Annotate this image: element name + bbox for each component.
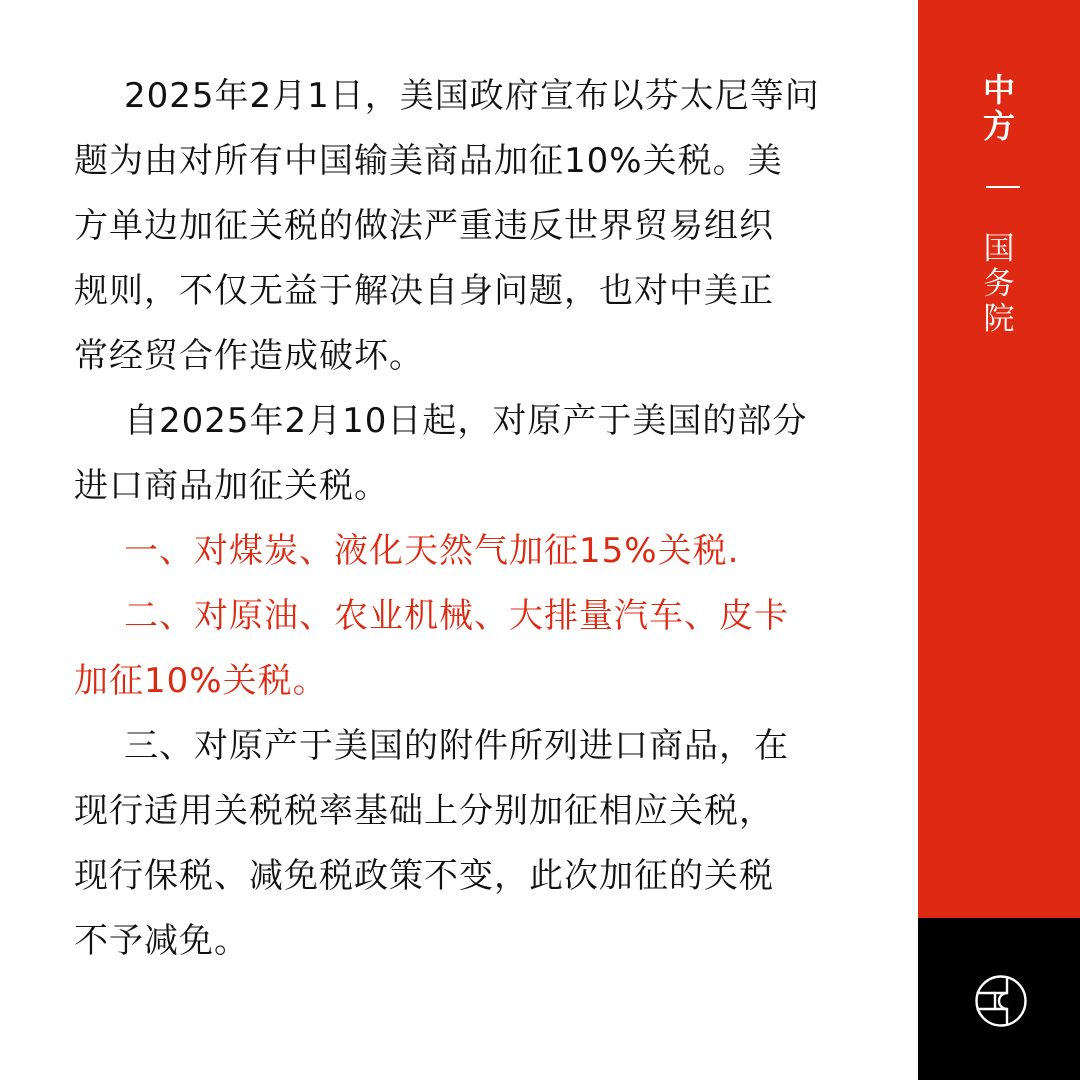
text-line: 自2025年2月10日起，对原产于美国的部分 [124, 401, 808, 441]
sidebar-title [918, 72, 1080, 144]
article-body [74, 68, 854, 978]
text-line: 题为由对所有中国输美商品加征10%关税。美 [74, 141, 783, 181]
highlighted-text-line: 加征10%关税。 [74, 661, 328, 701]
sidebar-divider [986, 186, 1020, 188]
footer-block [918, 918, 1080, 1080]
sidebar [918, 0, 1080, 918]
text-line: 不予减免。 [74, 921, 249, 961]
text-line: 现行保税、减免税政策不变，此次加征的关税 [74, 856, 774, 896]
circle-logo-icon [974, 974, 1028, 1028]
text-line: 2025年2月1日，美国政府宣布以芬太尼等问 [124, 76, 820, 116]
text-line: 现行适用关税税率基础上分别加征相应关税， [74, 791, 774, 831]
text-line: 三、对原产于美国的附件所列进口商品，在 [124, 726, 789, 766]
highlighted-text-line: 一、对煤炭、液化天然气加征15%关税. [124, 531, 740, 571]
text-line: 进口商品加征关税。 [74, 466, 389, 506]
sidebar-title-text: 中方 [982, 71, 1015, 145]
text-line: 常经贸合作造成破坏。 [74, 336, 424, 376]
highlighted-text-line: 二、对原油、农业机械、大排量汽车、皮卡 [124, 596, 789, 636]
text-line: 规则，不仅无益于解决自身问题，也对中美正 [74, 271, 774, 311]
sidebar-subtitle-text: 国务院 [983, 231, 1015, 337]
sidebar-subtitle [918, 232, 1080, 337]
text-line: 方单边加征关税的做法严重违反世界贸易组织 [74, 206, 774, 246]
